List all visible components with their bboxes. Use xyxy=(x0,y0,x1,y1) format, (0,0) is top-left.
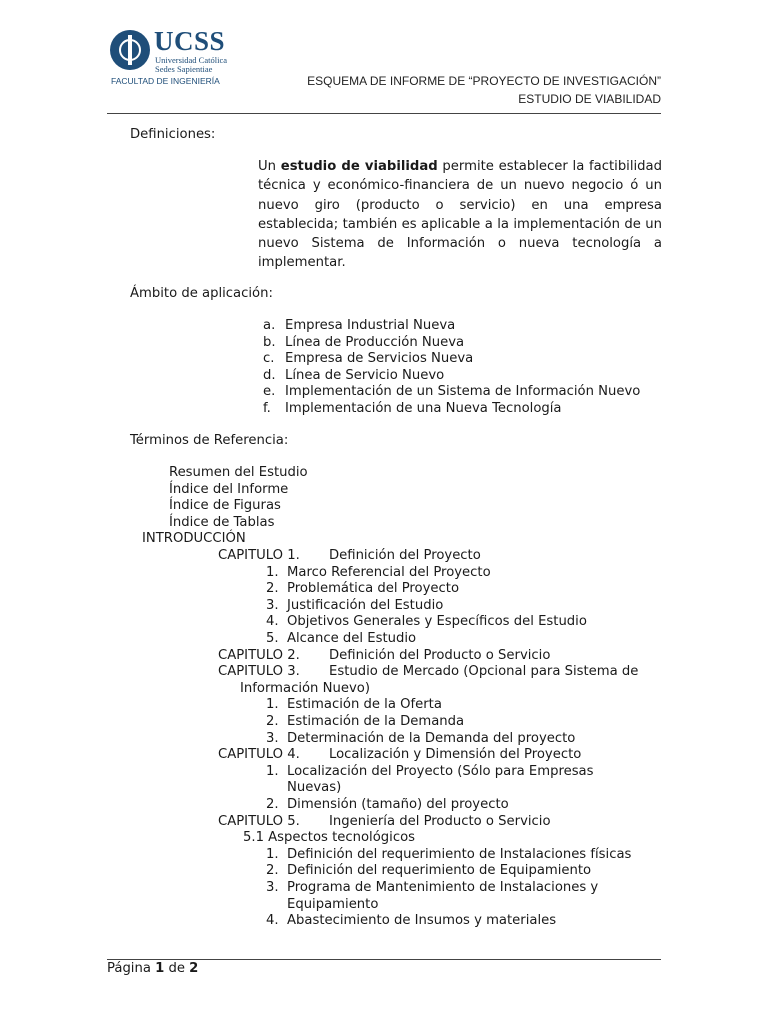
faculty-name: FACULTAD DE INGENIERÍA xyxy=(111,76,220,86)
section-title: INTRODUCCIÓN xyxy=(142,531,246,547)
definicion-term: estudio de viabilidad xyxy=(280,159,438,174)
list-item-text: Abastecimiento de Insumos y materiales xyxy=(287,913,557,929)
definiciones-heading: Definiciones: xyxy=(130,127,216,142)
list-marker: c. xyxy=(263,351,275,367)
list-marker: a. xyxy=(263,318,276,333)
list-marker: 1. xyxy=(266,846,279,862)
list-item-text: Nuevas) xyxy=(287,780,342,796)
list-marker: 5. xyxy=(266,631,279,646)
list-item-text: Objetivos Generales y Específicos del Estudio xyxy=(287,614,587,630)
logo-subtitle: Universidad Católica Sedes Sapientiae xyxy=(155,55,227,74)
list-item-text: Alcance del Estudio xyxy=(287,631,417,646)
list-marker: b. xyxy=(263,334,276,350)
list-item-text: Estimación de la Demanda xyxy=(287,714,465,729)
terminos-heading: Términos de Referencia: xyxy=(130,433,289,448)
list-item-text: Marco Referencial del Proyecto xyxy=(287,564,491,580)
list-marker: 1. xyxy=(266,697,279,713)
list-item-text: Implementación de una Nueva Tecnología xyxy=(285,401,562,416)
list-item-text: Programa de Mantenimiento de Instalaciones y xyxy=(287,880,599,895)
list-marker: 3. xyxy=(266,597,279,613)
list-item-text: Definición del requerimiento de Instalaciones físicas xyxy=(287,846,632,862)
list-marker: 2. xyxy=(266,797,279,812)
list-marker: 2. xyxy=(266,714,279,729)
list-item-text: Dimensión (tamaño) del proyecto xyxy=(287,797,509,812)
chapter-title: Estudio de Mercado (Opcional para Sistema de xyxy=(329,664,639,680)
list-marker: 1. xyxy=(266,564,279,580)
list-item-text: Índice de Tablas xyxy=(169,514,275,530)
list-item-text: Definición del requerimiento de Equipamiento xyxy=(287,863,592,879)
list-marker: 2. xyxy=(266,581,279,597)
chapter-label: CAPITULO 4. xyxy=(218,747,300,763)
list-marker: 3. xyxy=(266,730,279,746)
header-title-line1: ESQUEMA DE INFORME DE “PROYECTO DE INVESTIGACIÓN” xyxy=(307,74,661,88)
list-marker: d. xyxy=(263,367,276,383)
list-item-text: Línea de Producción Nueva xyxy=(285,334,465,350)
chapter-label: CAPITULO 2. xyxy=(218,647,300,663)
list-item-text: Resumen del Estudio xyxy=(169,465,308,480)
list-item-text: Localización del Proyecto (Sólo para Empresas xyxy=(287,763,594,779)
chapter-label: CAPITULO 3. xyxy=(218,664,300,680)
chapter-title: Información Nuevo) xyxy=(240,680,370,696)
chapter-title: Ingeniería del Producto o Servicio xyxy=(329,813,551,829)
ambito-heading: Ámbito de aplicación: xyxy=(130,286,273,301)
definicion-paragraph: Un estudio de viabilidad permite establecer la factibilidad técnica y económico-financiera de un nuevo negocio ó un nuevo giro (producto o servicio) en una empresa establecida; también es aplicable a la implementación de un nuevo Sistema de Información o nueva tecnología a implementar. xyxy=(258,159,663,271)
list-item-text: Línea de Servicio Nuevo xyxy=(285,367,445,383)
ucss-logo xyxy=(110,28,225,88)
list-item-text: Empresa de Servicios Nueva xyxy=(285,351,474,367)
footer-divider xyxy=(107,959,661,960)
list-item-text: Implementación de un Sistema de Información Nuevo xyxy=(285,384,641,400)
list-item-text: Empresa Industrial Nueva xyxy=(285,318,456,333)
ucss-emblem-icon xyxy=(110,30,150,70)
header-title-line2: ESTUDIO DE VIABILIDAD xyxy=(518,92,661,106)
list-marker: 3. xyxy=(266,880,279,895)
list-marker: 4. xyxy=(266,913,279,929)
list-marker: f. xyxy=(263,401,271,416)
chapter-label: CAPITULO 5. xyxy=(218,813,300,829)
list-marker: e. xyxy=(263,384,276,400)
header-divider xyxy=(107,113,661,114)
list-marker: 1. xyxy=(266,763,279,779)
list-marker: 2. xyxy=(266,863,279,879)
page-number: Página 1 de 2 xyxy=(107,961,199,976)
list-item-text: Determinación de la Demanda del proyecto xyxy=(287,730,576,746)
chapter-title: Definición del Proyecto xyxy=(329,548,481,563)
list-item-text: Equipamiento xyxy=(287,896,379,912)
list-marker: 4. xyxy=(266,614,279,630)
list-item-text: Índice del Informe xyxy=(169,481,289,497)
list-item-text: Estimación de la Oferta xyxy=(287,697,442,713)
list-item-text: Índice de Figuras xyxy=(169,498,281,514)
subsection-title: 5.1 Aspectos tecnológicos xyxy=(243,830,416,846)
chapter-title: Definición del Producto o Servicio xyxy=(329,647,551,663)
list-item-text: Problemática del Proyecto xyxy=(287,581,460,597)
chapter-title: Localización y Dimensión del Proyecto xyxy=(329,747,582,763)
logo-name: UCSS xyxy=(154,26,226,56)
chapter-label: CAPITULO 1. xyxy=(218,548,300,563)
list-item-text: Justificación del Estudio xyxy=(287,597,444,613)
